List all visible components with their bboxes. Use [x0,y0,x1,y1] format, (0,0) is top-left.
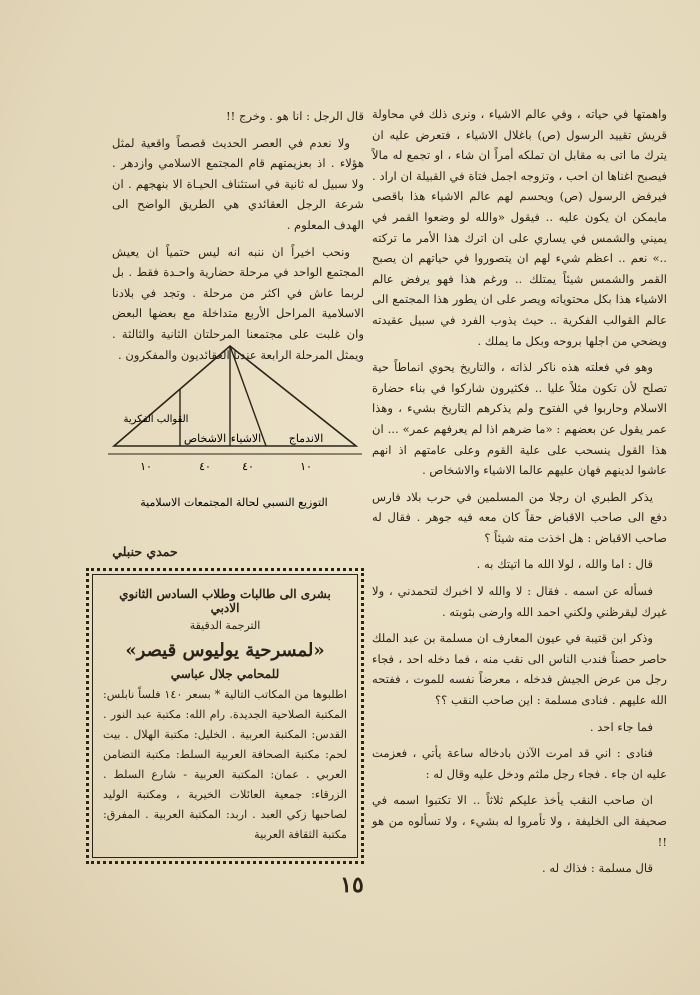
paragraph: قال مسلمة : فذاك له . [542,861,653,876]
paragraph: فما جاء احد . [589,719,653,734]
paragraph: ولا نعدم في العصر الحديث قصصاً واقعية لمثل هؤلاء . اذ بعزيمتهم قام المجتمع الاسلامي وازدهر . ولا سبيل له ثانية في استئناف الحيـاة الا بنهجهم . ان شرعة الرجل العقائدي هي الطريق الواضح الى الهدف المعلوم . [112,135,364,232]
paragraph: وهو في فعلته هذه ناكر لذاته ، والتاريخ يحوي انماطاً حية تصلح لأن تكون مثلاً عليا .. فكثيرون شاركوا في بناء حضارة الاسلام وحاربوا في الفتوح ولم يذكرهم التاريخ بشيء ، وهذا عمر يقول عن بعضهم : «ما ضرهم اذا لم يعرفهم عمر» ... ان هذا القول ينسحب على علية القوم وعلى عامتهم اذ انهم عاشوا لدينهم فهان عليهم عالما الاشياء والاشخاص . [372,360,667,478]
diagram-caption: التوزيع النسبي لحالة المجتمعات الاسلامية [140,496,328,509]
segment-label: القوالب الفكرية [123,414,189,425]
ad-headline: بشرى الى طالبات وطلاب السادس الثانوي الادبي [119,587,331,615]
segment-value: ١٠ [300,460,312,473]
right-article-column [372,104,667,885]
paragraph: ونحب اخيراً ان ننبه انه ليس حتمياً ان يعيش المجتمع الواحد في مرحلة حضارية واحـدة فقط . بل لربما عاش في اكثر من مرحلة . وتجد في بلادنا الاسلامية المراحل الأربع متداخلة مع بعضها البعض وان غلبت على مجتمعنا المرحلتان الثانية والثالثة . ويمثل المرحلة الرابعة عندنا العقائديون والمفكرون . [112,244,364,362]
paragraph: قال : اما والله ، لولا الله ما اتيتك به . [476,557,653,572]
author-signature: حمدي حنبلي [112,544,178,559]
triangle-diagram [106,338,364,538]
segment-value: ٤٠ [242,460,254,473]
paragraph: وذكر ابن قتيبة في عيون المعارف ان مسلمة بن عبد الملك حاصر حصناً فندب الناس الى نقب منه ، فما دخله احد ، فجاء رجل من عرض الجيش فدخله ، معرضاً نفسه للموت ، ففتحه الله عليهم . فنادى مسلمة : اين صاحب النقب ؟؟ [372,631,667,708]
segment-value: ٤٠ [199,460,211,473]
ad-body: اطلبوها من المكاتب التالية * بسعر ١٤٠ فلساً نابلس: المكتبة الصلاحية الجديدة. رام الله: مكتبة عبد النور . القدس: المكتبة العربية . الخليل: مكتبة الهلال . بيت لحم: مكتبة الصحافة العربية السلط: مكتبة التضامن العربي . عمان: المكتبة العربية - شارع السلط . الزرقاء: جمعية العائلات الخيرية ، ومكتبة الوليد لصاحبها زكي العبد . اربد: المكتبة العربية . المفرق: مكتبة الثقافة العربية [103,688,347,841]
page-number: ١٥ [340,872,364,898]
segment-label: الاشياء [230,432,262,445]
paragraph: واهمتها في حياته ، وفي عالم الاشياء ، ونرى ذلك في محاولة قريش تقييد الرسول (ص) باغلال الاشياء ، فتعرض عليه ان يترك ما اتى به مقابل ان تملكه أمراً ان شاء ، او تجمع له مالاً فيصبح اغناها ان احب ، وتزوجه اجمل فتاة في القبيلة ان اراد . فيرفض الرسول (ص) ويحسم لهم عالم الاشياء هذا باقصى مايمكن ان يكون عليه .. فيقول «والله لو وضعوا القمر في يميني والشمس في يساري على ان اترك هذا الأمر ما تركته ..» نعم .. اعظم شيء لهم ان يتصوروا في حياتهم ان يصبح القمر والشمس شيئاً يمتلك .. ورغم هذا فهو يرفض عالم الاشياء هذا بكل محتوياته ويصر على ان يطور هذا المجتمع الى عالم القوالب الفكرية .. حيث يذوب الفرد في سبيل عقيدته ويضحي من اجلها بروحه وبكل ما يملك . [372,107,667,348]
segment-label: الاشخاص [183,432,227,445]
paragraph: فنادى : اني قد امرت الآذن بادخاله ساعة يأتي ، فعزمت عليه ان جاء . فجاء رجل ملثم ودخل عليه وقال له : [372,746,667,781]
book-advertisement-box [86,568,364,864]
ad-subtitle: الترجمة الدقيقة [189,619,261,632]
segment-label: الاندماج [288,432,324,445]
ad-title: «لمسرحية يوليوس قيصر» [125,640,325,661]
paragraph: قال الرجل : انا هو . وخرج !! [225,109,364,123]
paragraph: ان صاحب النقب يأخذ عليكم ثلاثاً .. الا تكتبوا اسمه في صحيفة الى الخليفة ، ولا تأمروا له بشيء ، ولا تسألوه من هو !! [372,793,667,849]
segment-value: ١٠ [140,460,152,473]
paragraph: فسأله عن اسمه . فقال : لا والله لا اخبرك لتحمدني ، ولا غيرك ليقرظني ولكني احمد الله وارضى بثوبته . [372,584,667,619]
paragraph: يذكر الطبري ان رجلا من المسلمين في حرب بلاد فارس دفع الى صاحب الاقباض حقاً كان معه فيه جوهر . فقال له صاحب الاقباض : هل اخذت منه شيئاً ؟ [372,489,667,545]
ad-translator: للمحامي جلال عباسي [170,667,280,681]
left-article-column [112,106,364,371]
